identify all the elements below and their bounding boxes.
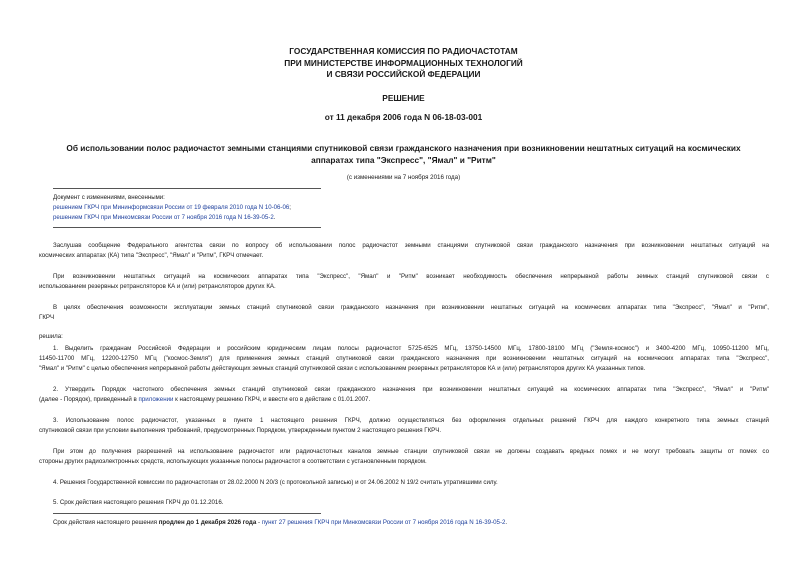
change-history-item xyxy=(53,203,373,213)
title-line: аппаратах типа "Экспресс", "Ямал" и "Ритм" xyxy=(311,154,496,165)
text-line xyxy=(39,395,769,405)
text-line: 5. Срок действия настоящего решения ГКРЧ до 01.12.2016. xyxy=(53,499,224,506)
divider xyxy=(53,188,321,189)
authority-line: ПРИ МИНИСТЕРСТВЕ ИНФОРМАЦИОННЫХ ТЕХНОЛОГИЙ xyxy=(284,57,523,68)
text-line: ГКРЧ xyxy=(39,314,55,321)
text-fragment: - xyxy=(256,519,262,526)
amendment-link-2016[interactable]: решением ГКРЧ при Минкомсвязи России от 7 ноября 2016 года N 16-39-05-2 xyxy=(53,214,274,221)
resolved-label: решила: xyxy=(39,333,63,340)
authority-line: ГОСУДАРСТВЕННАЯ КОМИССИЯ ПО РАДИОЧАСТОТАМ xyxy=(289,46,518,56)
appendix-link[interactable]: приложении xyxy=(138,396,174,403)
validity-note xyxy=(53,519,507,526)
text-line: В целях обеспечения возможности эксплуатации земных станций спутниковой связи гражданского назначения при возникновении нештатных ситуаций на космических аппаратах типа "Экспресс", "Ямал" и "Ритм", xyxy=(53,304,769,311)
paragraph-preamble xyxy=(39,241,769,261)
separator: ; xyxy=(289,204,291,211)
clause-3 xyxy=(39,416,769,436)
paragraph-context xyxy=(39,272,769,292)
amendment-note: (с изменениями на 7 ноября 2016 года) xyxy=(346,174,461,181)
document-title xyxy=(50,143,757,166)
text-line: При возникновении нештатных ситуаций на космических аппаратах типа "Экспресс", "Ямал" и "Ритм" возникает необходимость обеспечения непрерывной работы земных станций спутниковой связи с xyxy=(53,273,769,280)
text-fragment: . xyxy=(505,519,508,526)
change-history-item xyxy=(53,213,373,223)
divider xyxy=(53,513,321,514)
authority-line: И СВЯЗИ РОССИЙСКОЙ ФЕДЕРАЦИИ xyxy=(326,69,481,80)
clause-5 xyxy=(39,498,769,508)
clause-3-note xyxy=(39,447,769,467)
clause-1 xyxy=(39,344,769,374)
text-fragment: к настоящему решению ГКРЧ, и ввести его в действие с 01.01.2007. xyxy=(173,396,371,403)
clause-4 xyxy=(39,478,769,488)
text-line: Заслушав сообщение Федерального агентства связи по вопросу об использовании полос радиочастот земными станциями спутниковой связи гражданского назначения при возникновении нештатных ситуаций на xyxy=(53,242,769,249)
text-fragment: Срок действия настоящего решения xyxy=(53,519,159,526)
text-line: использованием резервных ретрансляторов КА и (или) ретрансляторов других КА. xyxy=(39,283,276,290)
text-line: "Ямал" и "Ритм" с целью обеспечения непрерывной работы действующих земных станций спутниковой связи с использованием резервных ретрансляторов КА и (или) ретрансляторов других КА указанных типов. xyxy=(39,365,646,372)
text-line: 3. Использование полос радиочастот, указанных в пункте 1 настоящего решения ГКРЧ, должно осуществляться без оформления отдельных решений ГКРЧ для каждого конкретного типа земных станций xyxy=(53,417,769,424)
clause-2 xyxy=(39,385,769,405)
extension-date: продлен до 1 декабря 2026 года xyxy=(158,519,257,526)
text-fragment: (далее - Порядок), приведенный в xyxy=(39,396,139,403)
divider xyxy=(53,227,321,228)
amendment-link-2010[interactable]: решением ГКРЧ при Мининформсвязи России от 19 февраля 2010 года N 10-06-06 xyxy=(53,204,290,211)
paragraph-purpose xyxy=(39,303,769,323)
change-history xyxy=(53,193,373,223)
separator: . xyxy=(273,214,276,221)
text-line: 2. Утвердить Порядок частотного обеспечения земных станций спутниковой связи гражданского назначения при возникновении нештатных ситуаций на космических аппаратах типа "Экспресс", "Ямал" и "Ритм" xyxy=(53,386,769,393)
text-line: стороны других радиоэлектронных средств, использующих указанные полосы радиочастот в соответствии с установленным порядком. xyxy=(39,458,427,465)
text-line: 11450-11700 МГц, 12200-12750 МГц ("космос-Земля") для применения земных станций спутниковой связи гражданского назначения при возникновении нештатных ситуаций на космических аппаратах типа "Экспресс", xyxy=(39,355,769,362)
document-type: РЕШЕНИЕ xyxy=(382,93,425,103)
text-line: При этом до получения разрешений на использование радиочастот или радиочастотных каналов земные станции спутниковой связи не должны создавать вредных помех и не могут требовать защиты от помех со xyxy=(53,448,769,455)
text-line: 1. Выделить гражданам Российской Федерации и российским юридическим лицам полосы радиочастот 5725-6525 МГц, 13750-14500 МГц, 17800-18100 МГц ("Земля-космос") и 3400-4200 МГц, 10950-11200 МГц, xyxy=(53,345,769,352)
text-line: спутниковой связи при условии выполнения требований, предусмотренных Порядком, утвержденным пунктом 2 настоящего решения ГКРЧ. xyxy=(39,427,442,434)
text-line: космических аппаратах (КА) типа "Экспресс", "Ямал" и "Ритм", ГКРЧ отмечает. xyxy=(39,252,264,259)
issuing-authority xyxy=(0,46,807,81)
extension-reference-link[interactable]: пункт 27 решения ГКРЧ при Минкомсвязи России от 7 ноября 2016 года N 16-39-05-2 xyxy=(261,519,506,526)
document-date-number: от 11 декабря 2006 года N 06-18-03-001 xyxy=(324,112,483,122)
title-line: Об использовании полос радиочастот земными станциями спутниковой связи гражданского назначения при возникновении нештатных ситуаций на космических xyxy=(66,143,741,153)
text-line: 4. Решения Государственной комиссии по радиочастотам от 28.02.2000 N 20/3 (с протокольной записью) и от 24.06.2002 N 19/2 считать утратившими силу. xyxy=(53,479,498,486)
change-history-intro: Документ с изменениями, внесенными: xyxy=(53,194,165,201)
